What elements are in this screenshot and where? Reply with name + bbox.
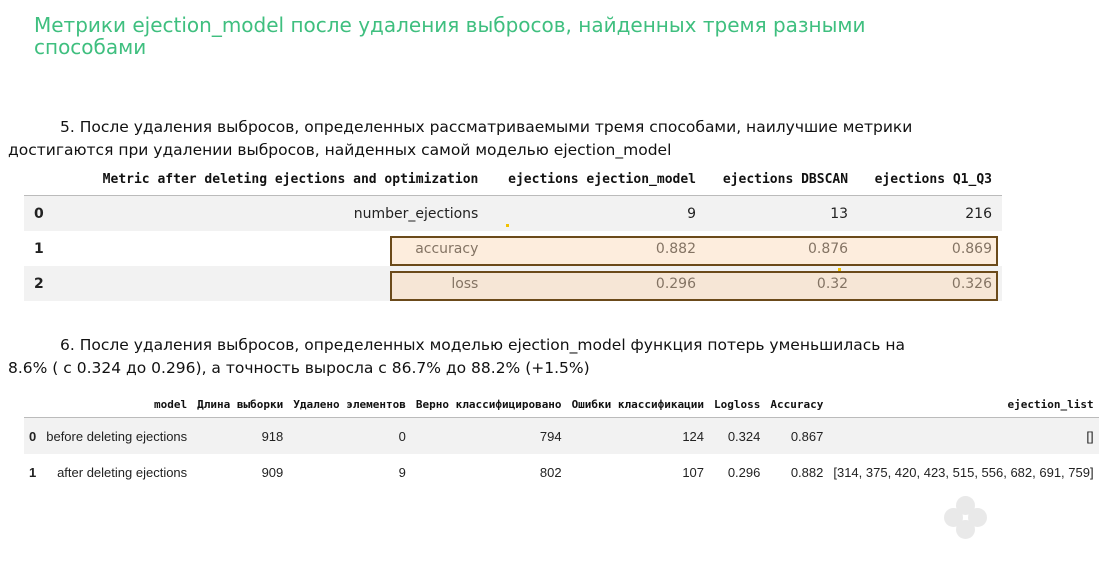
correct-count: 794 — [411, 418, 567, 455]
ejection-list: [] — [828, 418, 1098, 455]
value-dbscan: 0.32 — [706, 266, 858, 301]
value-dbscan: 13 — [706, 196, 858, 232]
header-metric: Metric after deleting ejections and optimization — [102, 171, 479, 187]
slide-title: Метрики ejection_model после удаления выбросов, найденных тремя разными способами — [34, 13, 866, 59]
table-row — [24, 231, 1002, 266]
conclusion-paragraph-5 — [8, 116, 968, 162]
value-q1-q3: 0.326 — [858, 266, 1002, 301]
error-count: 107 — [682, 464, 705, 480]
removed-count: 0 — [288, 418, 411, 455]
four-circles-logo-icon — [944, 496, 988, 540]
row-index: 2 — [24, 266, 74, 301]
metrics-comparison-table — [24, 163, 1002, 301]
row-index: 0 — [24, 418, 41, 455]
header-ejection-model: ejections ejection_model — [508, 171, 696, 187]
row-index: 1 — [29, 464, 37, 480]
row-index: 1 — [34, 240, 44, 257]
model-name: after deleting ejections — [57, 464, 188, 480]
table-header-row — [24, 392, 1099, 418]
sample-length: 918 — [192, 418, 288, 455]
header-logloss: Logloss — [714, 398, 761, 411]
logloss-value: 0.324 — [709, 418, 765, 455]
error-count: 124 — [567, 418, 709, 455]
removed-count: 9 — [398, 464, 406, 480]
sample-length: 909 — [261, 464, 284, 480]
header-accuracy: Accuracy — [770, 398, 824, 411]
table-header-row — [24, 163, 1002, 196]
metric-name: accuracy — [415, 240, 479, 257]
header-q1-q3: ejections Q1_Q3 — [874, 171, 992, 187]
header-correct: Верно классифицировано — [415, 398, 562, 411]
paragraph-line: 8.6% ( с 0.324 до 0.296), а точность выросла с 86.7% до 88.2% (+1.5%) — [8, 359, 590, 377]
value-q1-q3: 0.869 — [951, 240, 992, 257]
value-ejection-model: 9 — [488, 196, 706, 232]
ejection-list: [314, 375, 420, 423, 515, 556, 682, 691, 759] — [833, 464, 1094, 480]
header-ejection-list: ejection_list — [1007, 398, 1094, 411]
header-sample-length: Длина выборки — [197, 398, 284, 411]
correct-count: 802 — [539, 464, 562, 480]
row-index: 0 — [24, 196, 74, 232]
header-model: model — [154, 398, 188, 411]
header-index — [24, 392, 41, 418]
before-after-table — [24, 392, 1099, 490]
table-row — [24, 454, 1099, 490]
table-row — [24, 266, 1002, 301]
value-ejection-model: 0.882 — [655, 240, 696, 257]
logo-circle — [956, 520, 975, 539]
table-row — [24, 418, 1099, 455]
marker-dot — [838, 268, 841, 271]
paragraph-line: 5. После удаления выбросов, определенных рассматриваемыми тремя способами, наилучшие метрики — [60, 118, 913, 136]
value-dbscan: 0.876 — [807, 240, 849, 257]
logloss-value: 0.296 — [727, 464, 761, 480]
paragraph-line: 6. После удаления выбросов, определенных моделью ejection_model функция потерь уменьшилась на — [60, 336, 905, 354]
header-removed: Удалено элементов — [293, 398, 406, 411]
header-dbscan: ejections DBSCAN — [722, 171, 849, 187]
metric-name: loss — [74, 266, 488, 301]
metric-name: number_ejections — [74, 196, 488, 232]
model-name: before deleting ejections — [41, 418, 192, 455]
value-ejection-model: 0.296 — [488, 266, 706, 301]
table-row — [24, 196, 1002, 232]
value-q1-q3: 216 — [858, 196, 1002, 232]
accuracy-value: 0.867 — [765, 418, 828, 455]
accuracy-value: 0.882 — [790, 464, 824, 480]
header-errors: Ошибки классификации — [571, 398, 705, 411]
header-index — [24, 163, 74, 196]
paragraph-line: достигаются при удалении выбросов, найденных самой моделью ejection_model — [8, 141, 672, 159]
conclusion-paragraph-6 — [8, 334, 968, 380]
marker-dot — [506, 224, 509, 227]
